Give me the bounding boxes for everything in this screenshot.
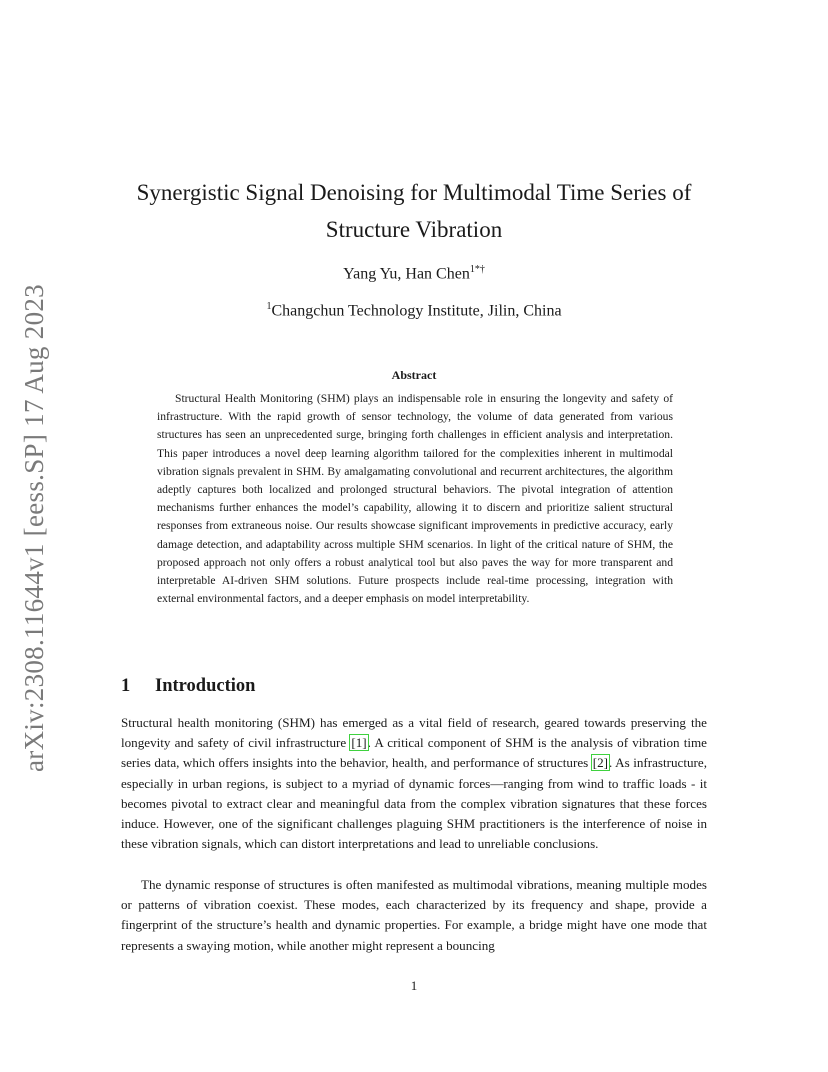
affiliation-name: Changchun Technology Institute, Jilin, China [271, 302, 562, 320]
section-title: Introduction [155, 676, 256, 696]
abstract-text: Structural Health Monitoring (SHM) plays an indispensable role in ensuring the longevity and safety of infrastructure. With the rapid growth of sensor technology, the volume of data generated from various structures has seen an unprecedented surge, bringing forth challenges in efficient analysis and interpretation. This paper introduces a novel deep learning algorithm tailored for the complexities inherent in multimodal vibration signals prevalent in SHM. By amalgamating convolutional and recurrent architectures, the algorithm adeptly captures both localized and prolonged structural behaviors. The pivotal integration of attention mechanisms further enhances the model’s capability, allowing it to discern and prioritize salient structural responses from extraneous noise. Our results showcase significant improvements in predictive accuracy, early damage detection, and adaptability across multiple SHM scenarios. In light of the critical nature of SHM, the proposed approach not only offers a robust analytical tool but also paves the way for more transparent and interpretable AI-driven SHM solutions. Future prospects include real-time processing, integration with external environmental factors, and a deeper emphasis on model interpretability. [157, 392, 673, 606]
paper-title [100, 174, 728, 248]
paragraph-text-part-3: . As infrastructure, especially in urban regions, is subject to a myriad of dynamic forces—ranging from wind to traffic loads - it becomes pivotal to extract clear and meaningful data from the complex vibration signatures that these forces induce. However, one of the significant challenges plaguing SHM practitioners is the interference of noise in these vibration signals, which can distort interpretations and lead to unreliable conclusions. [121, 755, 707, 852]
arxiv-identifier: arXiv:2308.11644v1 [eess.SP] 17 Aug 2023 [19, 284, 49, 772]
introduction-paragraph-1 [121, 713, 707, 854]
affiliation [100, 301, 728, 320]
affiliation-mark: 1 [266, 301, 272, 312]
paper-title-line-1: Synergistic Signal Denoising for Multimodal Time Series of [136, 180, 692, 205]
author-names: Yang Yu, Han Chen [343, 265, 470, 283]
section-heading-introduction [121, 676, 255, 697]
page-number: 1 [410, 978, 418, 993]
abstract-heading: Abstract [391, 368, 437, 382]
introduction-paragraph-2: The dynamic response of structures is often manifested as multimodal vibrations, meaning multiple modes or patterns of vibration coexist. These modes, each characterized by its frequency and shape, provide a fingerprint of the structure’s health and dynamic properties. For example, a bridge might have one mode that represents a swaying motion, while another might represent a bouncing [121, 877, 707, 953]
paragraph-text-part-1: Structural health monitoring (SHM) has emerged as a vital field of research, geared towards preserving the longevity and safety of civil infrastructure [121, 715, 707, 751]
authors [100, 264, 728, 283]
paper-title-line-2: Structure Vibration [325, 217, 503, 242]
paragraph-text-part-2: . A critical component of SHM is the analysis of vibration time series data, which offers insights into the behavior, health, and performance of structures [121, 735, 707, 771]
citation-link-1[interactable]: [1] [351, 735, 367, 751]
section-number: 1 [121, 676, 131, 696]
author-affiliation-marks: 1*† [469, 264, 485, 275]
citation-link-2[interactable]: [2] [592, 755, 609, 771]
